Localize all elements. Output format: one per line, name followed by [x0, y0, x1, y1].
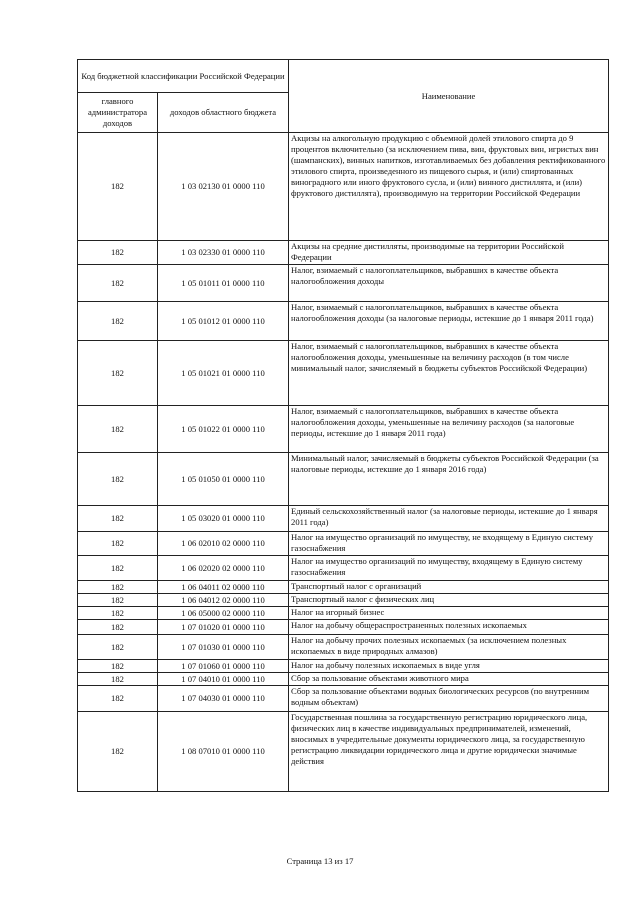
name-cell: Налог на добычу общераспространенных полезных ископаемых [289, 620, 609, 635]
admin-code-cell: 182 [78, 620, 158, 635]
header-income: доходов областного бюджета [158, 93, 289, 133]
income-code-cell: 1 07 01020 01 0000 110 [158, 620, 289, 635]
name-cell: Налог, взимаемый с налогоплательщиков, выбравших в качестве объекта налогообложения доходы (за налоговые периоды, истекшие до 1 января 2011 года) [289, 302, 609, 341]
income-code-cell: 1 06 05000 02 0000 110 [158, 607, 289, 620]
name-cell: Акцизы на алкогольную продукцию с объемной долей этилового спирта до 9 процентов включительно (за исключением пива, вин, фруктовых вин, игристых вин (шампанских), винных напитков, изготавливаемых без добавления ректификованного этилового спирта, произведенного из пищевого сырья, и (или) спиртованных виноградного или иного фруктового сусла, и (или) винного дистиллята, и (или) фруктового дистиллята), производимую на территории Российской Федерации [289, 133, 609, 241]
admin-code-cell: 182 [78, 506, 158, 532]
income-code-cell: 1 03 02330 01 0000 110 [158, 241, 289, 265]
budget-classification-table [77, 59, 609, 792]
admin-code-cell: 182 [78, 673, 158, 686]
name-cell: Сбор за пользование объектами водных биологических ресурсов (по внутренним водным объектам) [289, 686, 609, 712]
income-code-cell: 1 07 04030 01 0000 110 [158, 686, 289, 712]
income-code-cell: 1 06 02020 02 0000 110 [158, 556, 289, 581]
name-cell: Акцизы на средние дистилляты, производимые на территории Российской Федерации [289, 241, 609, 265]
name-cell: Налог на имущество организаций по имуществу, входящему в Единую систему газоснабжения [289, 556, 609, 581]
income-code-cell: 1 06 02010 02 0000 110 [158, 532, 289, 556]
name-cell: Государственная пошлина за государственную регистрацию юридического лица, физических лиц в качестве индивидуальных предпринимателей, изменений, вносимых в учредительные документы юридического лица, за государственную регистрацию ликвидации юридического лица и другие юридически значимые действия [289, 712, 609, 792]
table-row [78, 532, 609, 556]
income-code-cell: 1 06 04012 02 0000 110 [158, 594, 289, 607]
income-code-cell: 1 05 01022 01 0000 110 [158, 406, 289, 453]
admin-code-cell: 182 [78, 686, 158, 712]
income-code-cell: 1 05 01050 01 0000 110 [158, 453, 289, 506]
income-code-cell: 1 06 04011 02 0000 110 [158, 581, 289, 594]
table-row [78, 133, 609, 241]
admin-code-cell: 182 [78, 635, 158, 660]
name-cell: Налог, взимаемый с налогоплательщиков, выбравших в качестве объекта налогообложения доходы, уменьшенные на величину расходов (за налоговые периоды, истекшие до 1 января 2011 года) [289, 406, 609, 453]
table-row [78, 620, 609, 635]
admin-code-cell: 182 [78, 712, 158, 792]
admin-code-cell: 182 [78, 406, 158, 453]
admin-code-cell: 182 [78, 453, 158, 506]
admin-code-cell: 182 [78, 341, 158, 406]
income-code-cell: 1 07 01060 01 0000 110 [158, 660, 289, 673]
table-row [78, 302, 609, 341]
table-row [78, 607, 609, 620]
admin-code-cell: 182 [78, 581, 158, 594]
admin-code-cell: 182 [78, 607, 158, 620]
table-row [78, 594, 609, 607]
table-row [78, 453, 609, 506]
name-cell: Транспортный налог с организаций [289, 581, 609, 594]
admin-code-cell: 182 [78, 302, 158, 341]
header-kbk: Код бюджетной классификации Российской Федерации [78, 60, 289, 93]
table-row [78, 673, 609, 686]
name-cell: Минимальный налог, зачисляемый в бюджеты субъектов Российской Федерации (за налоговые периоды, истекшие до 1 января 2016 года) [289, 453, 609, 506]
income-code-cell: 1 08 07010 01 0000 110 [158, 712, 289, 792]
name-cell: Транспортный налог с физических лиц [289, 594, 609, 607]
admin-code-cell: 182 [78, 594, 158, 607]
name-cell: Налог на добычу прочих полезных ископаемых (за исключением полезных ископаемых в виде природных алмазов) [289, 635, 609, 660]
table-row [78, 265, 609, 302]
income-code-cell: 1 05 03020 01 0000 110 [158, 506, 289, 532]
name-cell: Налог на имущество организаций по имуществу, не входящему в Единую систему газоснабжения [289, 532, 609, 556]
admin-code-cell: 182 [78, 556, 158, 581]
table-row [78, 241, 609, 265]
admin-code-cell: 182 [78, 532, 158, 556]
admin-code-cell: 182 [78, 265, 158, 302]
table-row [78, 556, 609, 581]
header-admin: главного администратора доходов [78, 93, 158, 133]
admin-code-cell: 182 [78, 241, 158, 265]
name-cell: Налог на игорный бизнес [289, 607, 609, 620]
table-row [78, 686, 609, 712]
table-row [78, 712, 609, 792]
name-cell: Налог, взимаемый с налогоплательщиков, выбравших в качестве объекта налогообложения доходы, уменьшенные на величину расходов (в том числе минимальный налог, зачисляемый в бюджеты субъектов Российской Федерации) [289, 341, 609, 406]
table-row [78, 660, 609, 673]
header-name: Наименование [289, 60, 609, 133]
name-cell: Сбор за пользование объектами животного мира [289, 673, 609, 686]
table-row [78, 406, 609, 453]
admin-code-cell: 182 [78, 660, 158, 673]
name-cell: Единый сельскохозяйственный налог (за налоговые периоды, истекшие до 1 января 2011 года) [289, 506, 609, 532]
table-row [78, 341, 609, 406]
table-row [78, 506, 609, 532]
table-row [78, 635, 609, 660]
page-number: Страница 13 из 17 [286, 856, 354, 866]
income-code-cell: 1 05 01021 01 0000 110 [158, 341, 289, 406]
name-cell: Налог на добычу полезных ископаемых в виде угля [289, 660, 609, 673]
income-code-cell: 1 07 01030 01 0000 110 [158, 635, 289, 660]
income-code-cell: 1 05 01012 01 0000 110 [158, 302, 289, 341]
table-row [78, 581, 609, 594]
income-code-cell: 1 07 04010 01 0000 110 [158, 673, 289, 686]
income-code-cell: 1 05 01011 01 0000 110 [158, 265, 289, 302]
income-code-cell: 1 03 02130 01 0000 110 [158, 133, 289, 241]
name-cell: Налог, взимаемый с налогоплательщиков, выбравших в качестве объекта налогообложения доходы [289, 265, 609, 302]
admin-code-cell: 182 [78, 133, 158, 241]
